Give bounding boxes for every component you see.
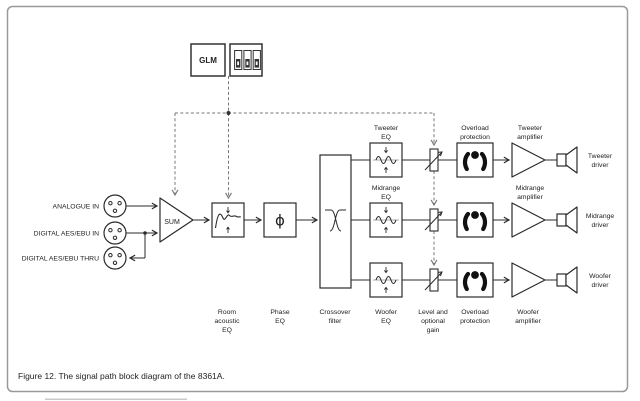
midrange-amplifier-label: Midrange <box>515 185 545 192</box>
svg-text:protection: protection <box>460 134 490 141</box>
svg-text:filter: filter <box>328 318 342 325</box>
figure-caption: Figure 12. The signal path block diagram of the 8361A. <box>18 371 225 381</box>
input-label-digital-thru: DIGITAL AES/EBU THRU <box>21 255 99 263</box>
xlr-connector-icon <box>104 195 126 217</box>
svg-text:driver: driver <box>591 222 609 229</box>
midrange-driver-label: Midrange <box>585 213 615 220</box>
woofer-amplifier-label: Woofer <box>517 309 539 316</box>
overload-protection-label: Overload <box>461 309 489 316</box>
svg-text:EQ: EQ <box>381 318 391 325</box>
woofer-eq-label: Woofer <box>375 309 397 316</box>
svg-text:amplifier: amplifier <box>515 318 541 325</box>
phase-eq-block <box>264 203 296 237</box>
svg-text:EQ: EQ <box>381 134 391 141</box>
room-eq-block <box>212 203 244 237</box>
junction-dot <box>143 231 147 235</box>
svg-text:driver: driver <box>591 162 609 169</box>
tweeter-amplifier-label: Tweeter <box>517 125 543 132</box>
tweeter-eq-block <box>370 143 402 177</box>
input-label-analogue: ANALOGUE IN <box>52 203 99 211</box>
svg-text:acoustic: acoustic <box>214 318 240 325</box>
room-eq-label: Room <box>217 309 237 316</box>
crossover-filter-block <box>320 155 351 288</box>
svg-text:optional: optional <box>421 318 445 325</box>
dip-switch-icon <box>230 44 262 76</box>
svg-text:amplifier: amplifier <box>517 134 543 141</box>
overload-protection-block <box>457 143 493 177</box>
input-label-digital-in: DIGITAL AES/EBU IN <box>33 230 99 238</box>
level-gain-label: Level and <box>418 309 448 316</box>
control-bus-junction-dot <box>227 111 231 115</box>
xlr-connector-icon <box>104 222 126 244</box>
tweeter-eq-label: Tweeter <box>373 125 399 132</box>
midrange-eq-block <box>370 203 402 237</box>
svg-text:EQ: EQ <box>222 327 232 334</box>
svg-text:driver: driver <box>591 282 609 289</box>
midrange-eq-label: Midrange <box>371 185 401 192</box>
svg-text:gain: gain <box>426 327 440 334</box>
overload-protection-label: Overload <box>461 125 489 132</box>
overload-protection-block <box>457 203 493 237</box>
crossover-filter-label: Crossover <box>319 309 351 316</box>
svg-text:EQ: EQ <box>381 194 391 201</box>
glm-label: GLM <box>199 56 217 65</box>
phase-eq-label: Phase <box>270 309 290 316</box>
overload-protection-block <box>457 263 493 297</box>
svg-text:amplifier: amplifier <box>517 194 543 201</box>
svg-text:protection: protection <box>460 318 490 325</box>
woofer-driver-label: Woofer <box>589 273 611 280</box>
tweeter-driver-label: Tweeter <box>587 153 613 160</box>
woofer-eq-block <box>370 263 402 297</box>
svg-text:EQ: EQ <box>275 318 285 325</box>
phi-phase-icon: ϕ <box>275 211 285 230</box>
sum-label: SUM <box>164 219 180 226</box>
xlr-connector-icon <box>104 247 126 269</box>
